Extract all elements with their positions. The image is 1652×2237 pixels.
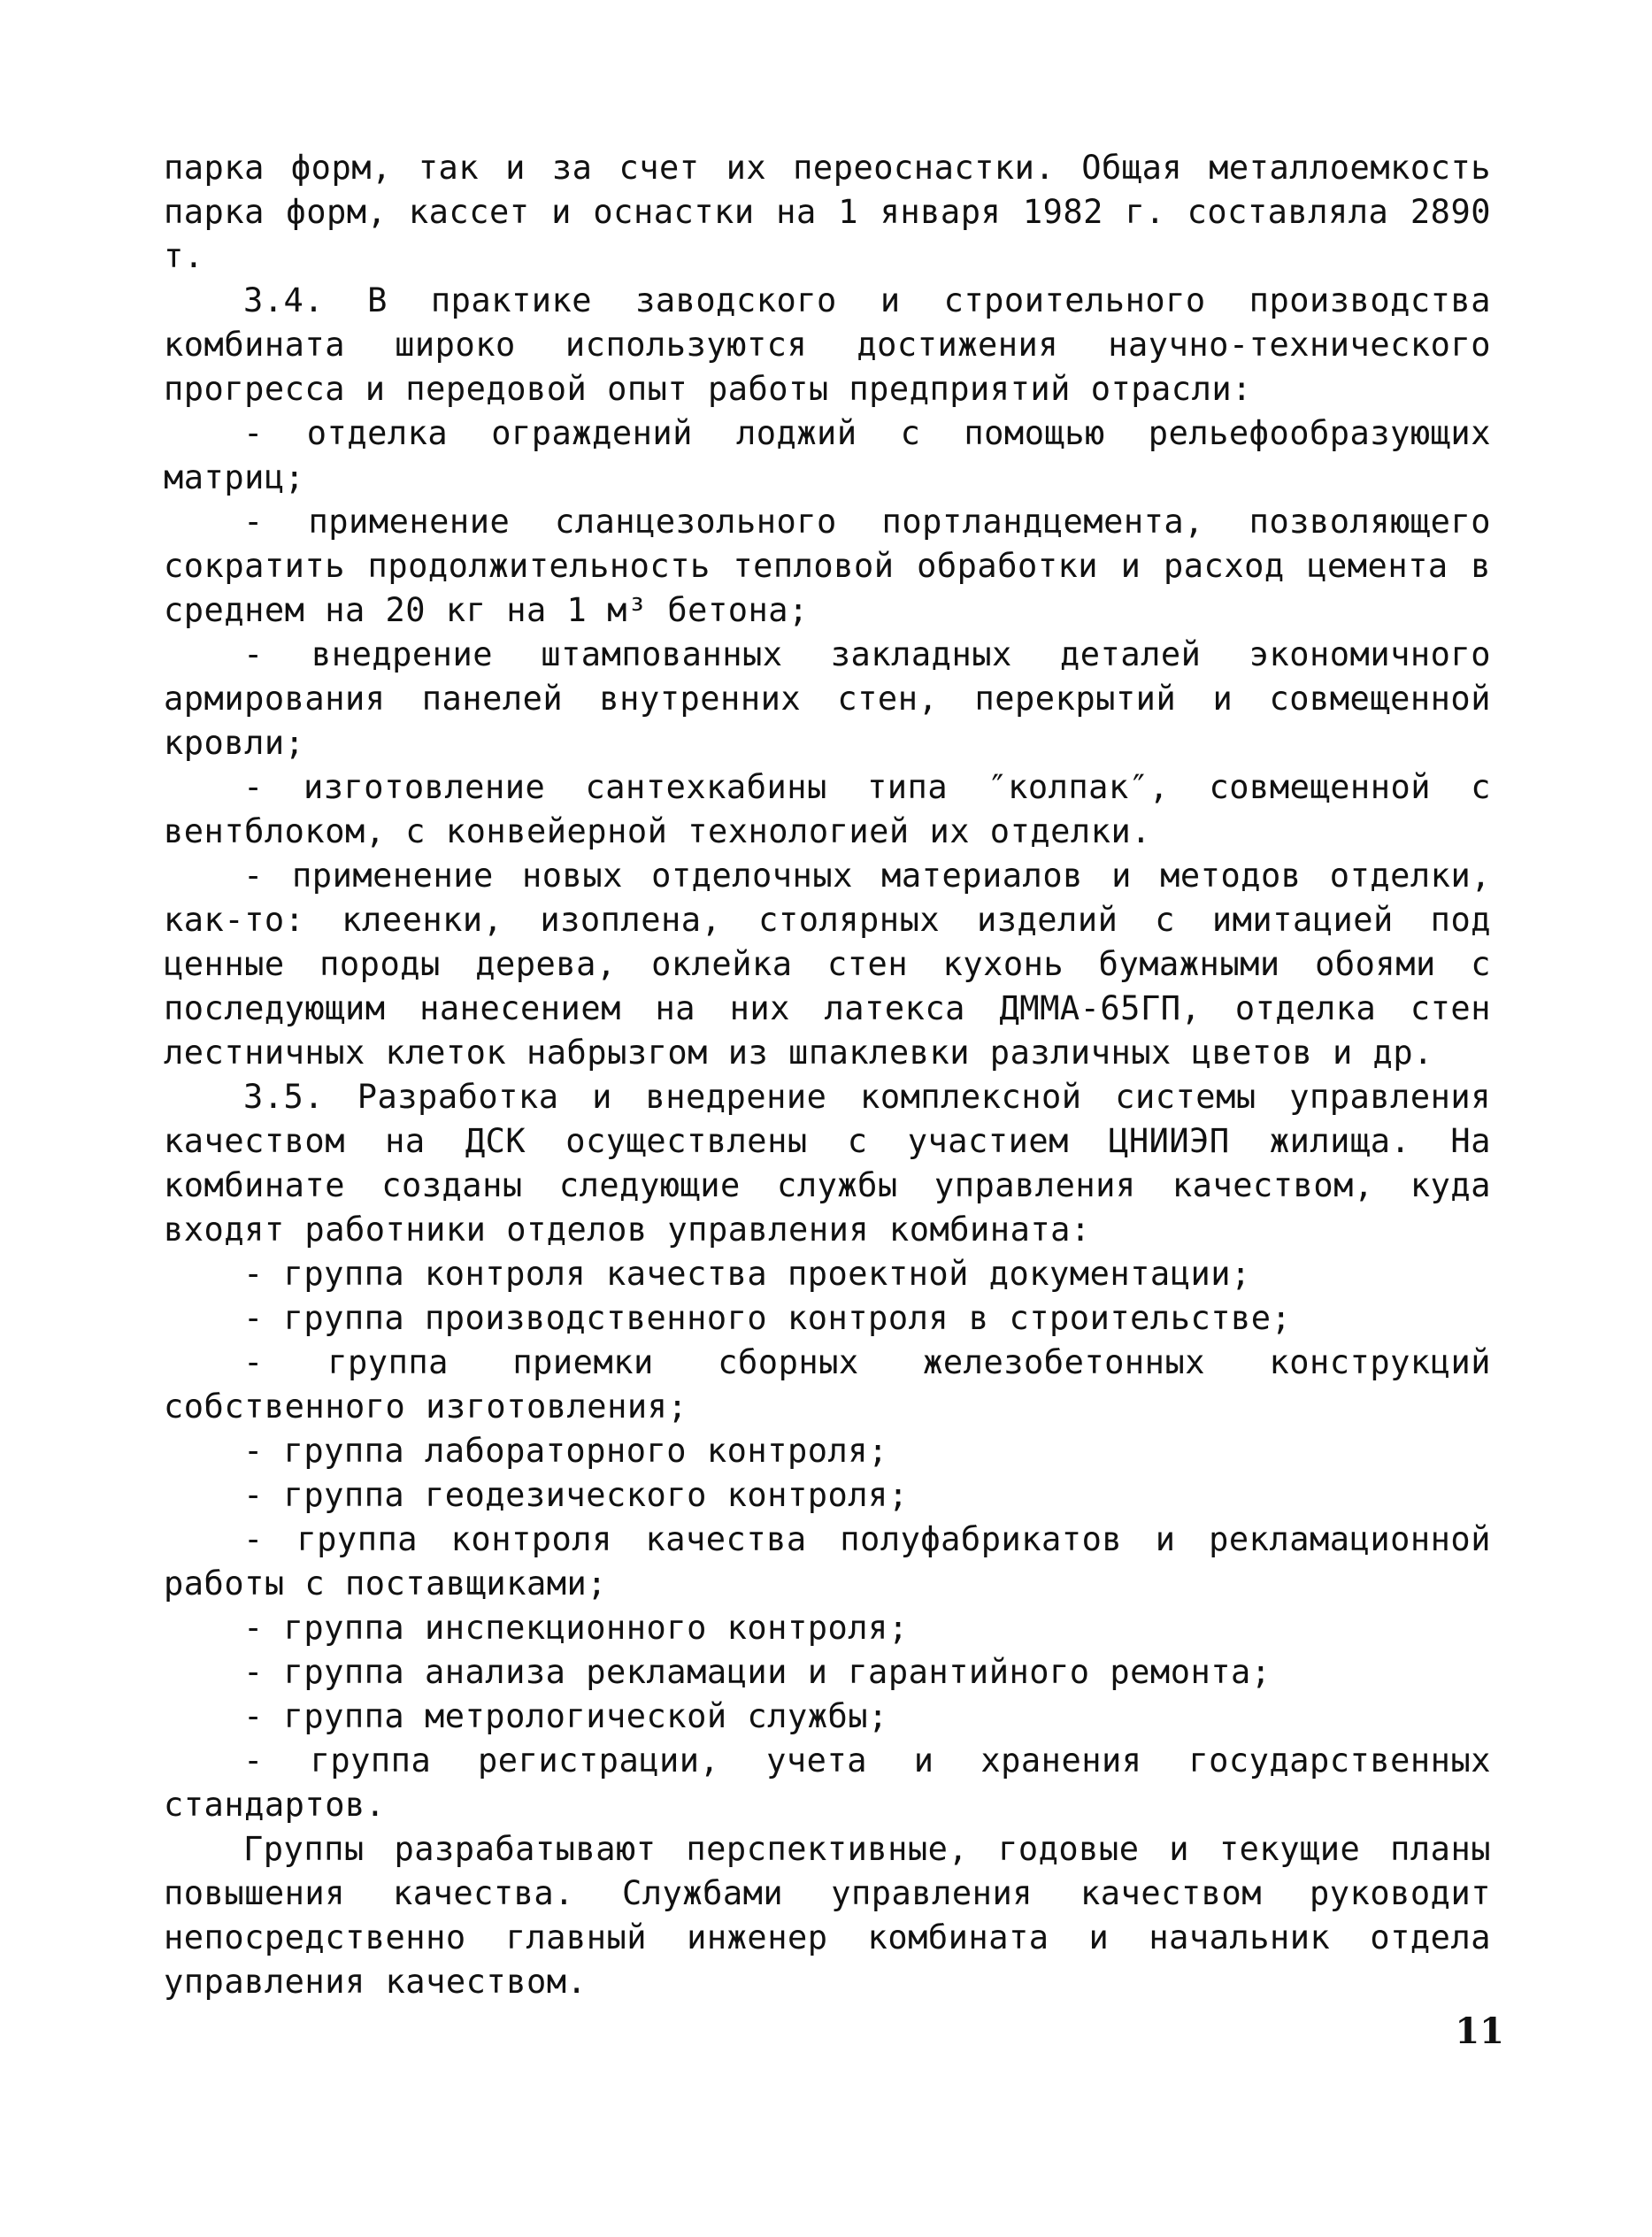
document-body	[164, 146, 1491, 2004]
paragraph-groups-plans: Группы разрабатывают перспективные, годовые и текущие планы повышения качества. Службами управления качеством руководит непосредственно главный инженер комбината и начальник отдела управления качеством.	[164, 1830, 1491, 2001]
list-item-design-docs-group: - группа контроля качества проектной документации;	[243, 1255, 1251, 1293]
paragraph-3-4-intro: 3.4. В практике заводского и строительного производства комбината широко используются достижения научно-технического прогресса и передовой опыт работы предприятий отрасли:	[164, 281, 1491, 408]
list-item-sanitary-cabins: - изготовление сантехкабины типа ″колпак″, совмещенной с вентблоком, с конвейерной технологией их отделки.	[164, 768, 1491, 850]
list-item-geodetic-group: - группа геодезического контроля;	[243, 1476, 909, 1514]
page-number: 11	[1455, 2010, 1504, 2052]
list-item-laboratory-group: - группа лабораторного контроля;	[243, 1432, 888, 1470]
list-item-acceptance-group: - группа приемки сборных железобетонных конструкций собственного изготовления;	[164, 1343, 1491, 1426]
list-item-finishing-materials: - применение новых отделочных материалов и методов отделки, как-то: клеенки, изоплена, столярных изделий с имитацией под ценные породы дерева, оклейка стен кухонь бумажными обоями с последующим нанесением на них латекса ДММА-65ГП, отделка стен лестничных клеток набрызгом из шпаклевки различных цветов и др.	[164, 857, 1491, 1072]
list-item-loggia-finishing: - отделка ограждений лоджий с помощью рельефообразующих матриц;	[164, 414, 1491, 496]
list-item-metrology-group: - группа метрологической службы;	[243, 1697, 888, 1735]
paragraph-metal-capacity: парка форм, так и за счет их переоснастки. Общая металлоемкость парка форм, кассет и оснастки на 1 января 1982 г. составляла 2890 т.	[164, 149, 1491, 275]
list-item-semifinished-group: - группа контроля качества полуфабрикатов и рекламационной работы с поставщиками;	[164, 1520, 1491, 1603]
list-item-shale-cement: - применение сланцезольного портландцемента, позволяющего сократить продолжительность тепловой обработки и расход цемента в среднем на 20 кг на 1 м³ бетона;	[164, 503, 1491, 629]
list-item-claims-group: - группа анализа рекламации и гарантийного ремонта;	[243, 1653, 1272, 1691]
list-item-production-control-group: - группа производственного контроля в строительстве;	[243, 1299, 1292, 1337]
list-item-standards-group: - группа регистрации, учета и хранения государственных стандартов.	[164, 1741, 1491, 1824]
paragraph-3-5-quality-system: 3.5. Разработка и внедрение комплексной системы управления качеством на ДСК осуществлены с участием ЦНИИЭП жилища. На комбинате созданы следующие службы управления качеством, куда входят работники отделов управления комбината:	[164, 1078, 1491, 1249]
list-item-stamped-parts: - внедрение штампованных закладных деталей экономичного армирования панелей внутренних стен, перекрытий и совмещенной кровли;	[164, 635, 1491, 762]
list-item-inspection-group: - группа инспекционного контроля;	[243, 1609, 909, 1647]
